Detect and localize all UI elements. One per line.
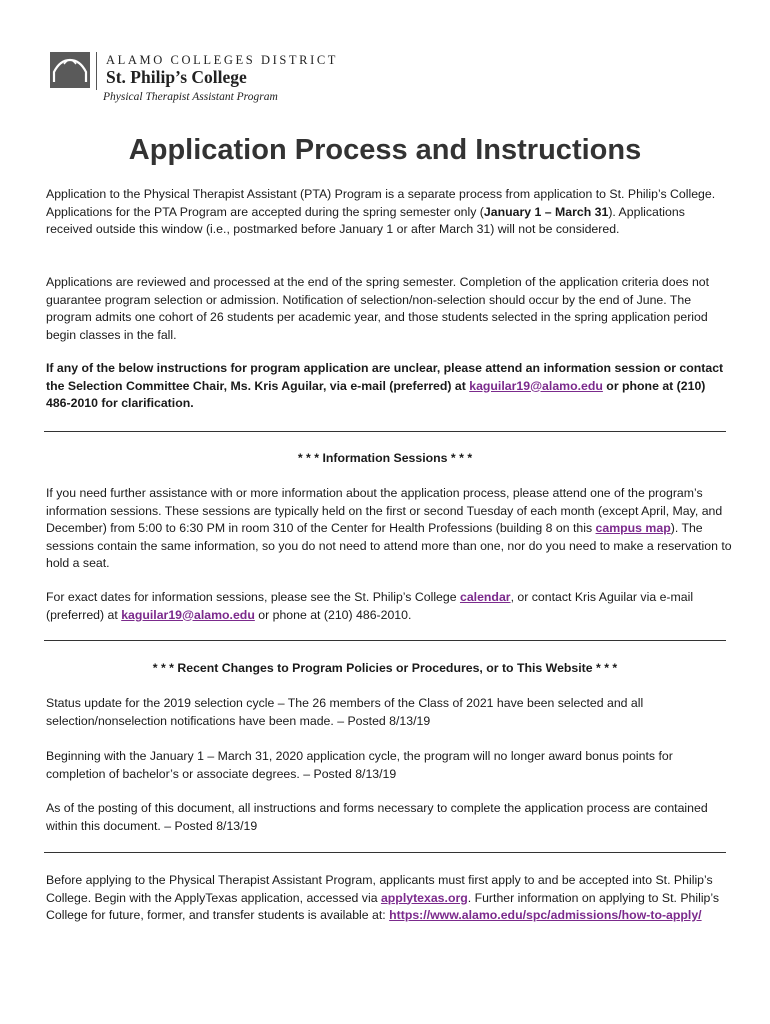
intro-text: ). Applications received outside this window (i.e., postmarked before January 1 or after March 31) will not be considered. (46, 204, 685, 236)
intro-text: Application to the Physical Therapist Assistant (PTA) Program is a separate process from application to St. Philip’s College. Applications for the PTA Program are accepted during the spring semester only ( (46, 187, 716, 219)
college-name: St. Philip’s College (106, 67, 247, 87)
how-to-apply-link[interactable]: https://www.alamo.edu/spc/admissions/how-to-apply/ (389, 908, 702, 922)
info-text: or phone at (210) 486-2010. (254, 607, 412, 622)
email-link[interactable]: kaguilar19@alamo.edu (121, 607, 255, 622)
info-sessions-paragraph-1 (46, 485, 732, 573)
info-text: If you need further assistance with or more information about the application process, please attend one of the program’s information sessions. These sessions are typically held on the first or second Tuesday of each month (except April, May, and December) from 5:00 to 6:30 PM in room 310 of the Center for Health Professions (building 8 on this (46, 486, 723, 535)
apply-text: . Further information on applying to St. Philip’s College for future, former, and transfer students is available at: (46, 890, 720, 922)
info-text: , or contact Kris Aguilar via e-mail (preferred) at (46, 590, 694, 622)
info-sessions-heading: * * * Information Sessions * * * (297, 451, 473, 465)
section-divider (44, 431, 726, 432)
apply-paragraph (46, 872, 732, 925)
info-text: ). The sessions contain the same information, so you do not need to attend more than one, nor do you need to make a reservation to hold a seat. (46, 521, 732, 570)
email-link[interactable]: kaguilar19@alamo.edu (469, 378, 603, 393)
logo-divider (96, 52, 97, 90)
section-divider (44, 852, 726, 853)
program-name: Physical Therapist Assistant Program (103, 91, 278, 103)
intro-paragraph-3 (46, 360, 732, 413)
recent-change-item: As of the posting of this document, all instructions and forms necessary to complete the application process are contained within this document. – Posted 8/13/19 (46, 801, 708, 833)
calendar-link[interactable]: calendar (459, 590, 511, 604)
info-sessions-paragraph-2 (46, 589, 732, 624)
applytexas-link[interactable]: applytexas.org (380, 890, 468, 905)
page-title: Application Process and Instructions (128, 134, 642, 166)
intro-text: or phone at (210) 486-2010 for clarification. (46, 378, 706, 410)
section-divider (44, 640, 726, 641)
criteria-notice: Completion of the application criteria does not guarantee program selection or admission. (46, 275, 710, 307)
intro-text: If any of the below instructions for program application are unclear, please attend an information session or contact the Selection Committee Chair, Ms. Kris Aguilar, via e-mail (preferred) at (46, 361, 724, 393)
campus-map-link[interactable]: campus map (595, 521, 671, 535)
mission-arch-logo-icon (50, 52, 90, 88)
district-name: ALAMO COLLEGES DISTRICT (106, 53, 339, 67)
intro-paragraph-2 (46, 274, 732, 344)
info-text: For exact dates for information sessions, please see the St. Philip’s College (46, 590, 460, 604)
intro-text: Applications are reviewed and processed at the end of the spring semester. (46, 275, 460, 289)
recent-changes-heading: * * * Recent Changes to Program Policies or Procedures, or to This Website * * * (152, 661, 618, 675)
intro-paragraph-1 (46, 186, 732, 239)
college-logo (50, 48, 350, 108)
apply-text: Before applying to the Physical Therapist Assistant Program, applicants must first apply to and be accepted into St. Philip’s College. Begin with the ApplyTexas application, accessed via (46, 873, 713, 905)
intro-text: Notification of selection/non-selection should occur by the end of June. The program admits one cohort of 26 students per academic year, and those students selected in the spring application period begin classes in the fall. (46, 292, 708, 342)
recent-change-item: Status update for the 2019 selection cycle – The 26 members of the Class of 2021 have been selected and all selection/nonselection notifications have been made. – Posted 8/13/19 (46, 696, 644, 728)
recent-change-item: Beginning with the January 1 – March 31, 2020 application cycle, the program will no longer award bonus points for completion of bachelor’s or associate degrees. – Posted 8/13/19 (46, 749, 673, 781)
application-window: January 1 – March 31 (483, 204, 609, 219)
